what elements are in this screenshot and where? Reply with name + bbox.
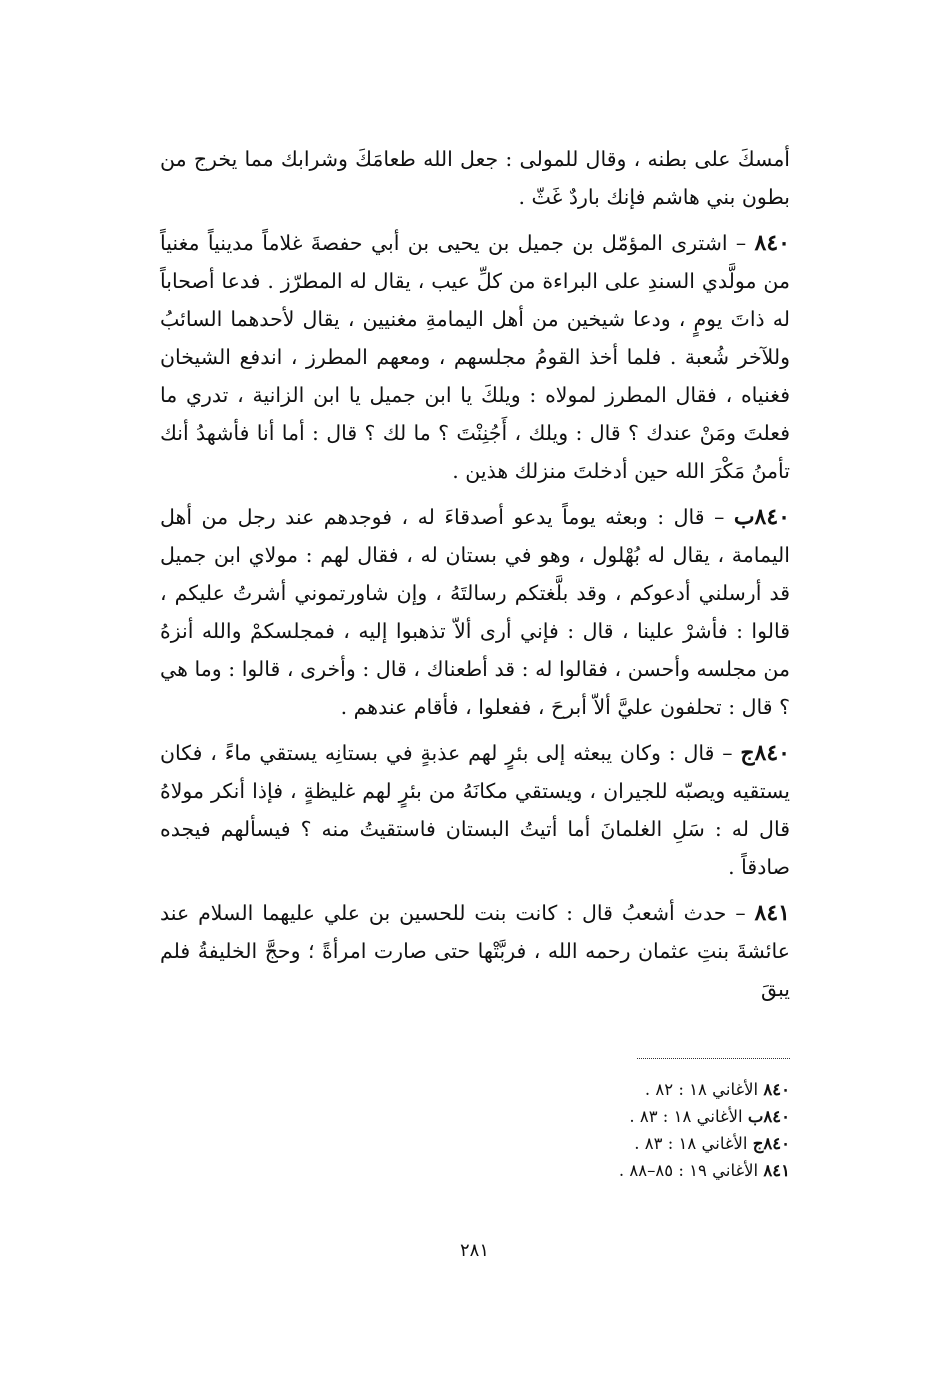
footnote-text: الأغاني ١٩ : ٨٥–٨٨ . [618, 1161, 759, 1180]
paragraph-text: – اشترى المؤمّل بن جميل بن يحيى بن أبي حفصةَ غلاماً مدينياً مغنياً من مولَّدي السندِ على البراءة من كلِّ عيب ، يقال له المطرّز . فدعا أصحاباً له ذاتَ يومٍ ، ودعا شيخين من أهل اليمامةِ مغنيين ، يقال لأحدهما السائبُ وللآخر شُعبة . فلما أخذ القومُ مجلسهم ، ومعهم المطرز ، اندفع الشيخان فغنياه ، فقال المطرز لمولاه : ويلكَ يا ابن جميل يا ابن الزانية ، تدري ما فعلتَ ومَنْ عندك ؟ قال : ويلك ، أَجُنِنْتَ ؟ ما لك ؟ قال : أما أنا فأشهدُ أنك تأمنُ مَكْرَ الله حين أدخلتَ منزلك هذين . [160, 231, 790, 483]
footnote-number: ٨٤٠ب [747, 1107, 790, 1126]
footnote-number: ٨٤٠ج [752, 1134, 790, 1153]
footnote [160, 1103, 790, 1130]
paragraph-840c [160, 734, 790, 886]
paragraph-840 [160, 224, 790, 490]
footnote-divider [637, 1058, 790, 1059]
entry-number: ٨٤٠ [754, 230, 790, 256]
paragraph-continuation [160, 140, 790, 216]
paragraph-text: – حدث أشعبُ قال : كانت بنت للحسين بن علي عليهما السلام عند عائشةَ بنتِ عثمان رحمه الله ، فربَّتْها حتى صارت امرأةً ؛ وحجَّ الخليفةُ فلم يبقَ [160, 901, 790, 1001]
footnotes [160, 1076, 790, 1184]
footnote [160, 1076, 790, 1103]
paragraph-841 [160, 894, 790, 1008]
entry-number: ٨٤١ [754, 900, 790, 926]
footnote-number: ٨٤١ [763, 1161, 790, 1180]
footnote-number: ٨٤٠ [763, 1080, 790, 1099]
footnote-text: الأغاني ١٨ : ٨٣ . [634, 1134, 748, 1153]
footnote [160, 1130, 790, 1157]
footnote [160, 1157, 790, 1184]
footnote-text: الأغاني ١٨ : ٨٢ . [644, 1080, 759, 1099]
page-number: ٢٨١ [459, 1240, 489, 1261]
paragraph-text: – قال : وبعثه يوماً يدعو أصدقاءَ له ، فوجدهم عند رجل من أهل اليمامة ، يقال له بُهْلول ، وهو في بستان له ، فقال لهم : مولاي ابن جميل قد أرسلني أدعوكم ، وقد بلَّغتكم رسالتَهُ ، وإن شاورتموني أشرتُ عليكم ، قالوا : فأشرْ علينا ، قال : فإني أرى ألاّ تذهبوا إليه ، فمجلسكمْ والله أنزهُ من مجلسه وأحسن ، فقالوا له : قد أطعناك ، قال : وأخرى ، قالوا : وما هي ؟ قال : تحلفون عليَّ ألاّ أبرحَ ، ففعلوا ، فأقام عندهم . [160, 505, 790, 719]
paragraph-840b [160, 498, 790, 726]
entry-number: ٨٤٠ج [740, 740, 790, 766]
paragraph-text: أمسكَ على بطنه ، وقال للمولى : جعل الله طعامَكَ وشرابك مما يخرج من بطون بني هاشم فإنك باردٌ غَثّ . [160, 147, 790, 209]
paragraph-text: – قال : وكان يبعثه إلى بئرٍ لهم عذبةٍ في بستانِه يستقي ماءً ، فكان يستقيه ويصبّه للجيران ، ويستقي مكانَهُ من بئرٍ لهم غليظةٍ ، فإذا أنكر مولاهُ قال له : سَلِ الغلمانَ أما أتيتُ البستان فاستقيتُ منه ؟ فيسألهم فيجده صادقاً . [160, 741, 790, 879]
main-text [160, 140, 790, 1016]
footnote-text: الأغاني ١٨ : ٨٣ . [629, 1107, 743, 1126]
entry-number: ٨٤٠ب [733, 504, 790, 530]
